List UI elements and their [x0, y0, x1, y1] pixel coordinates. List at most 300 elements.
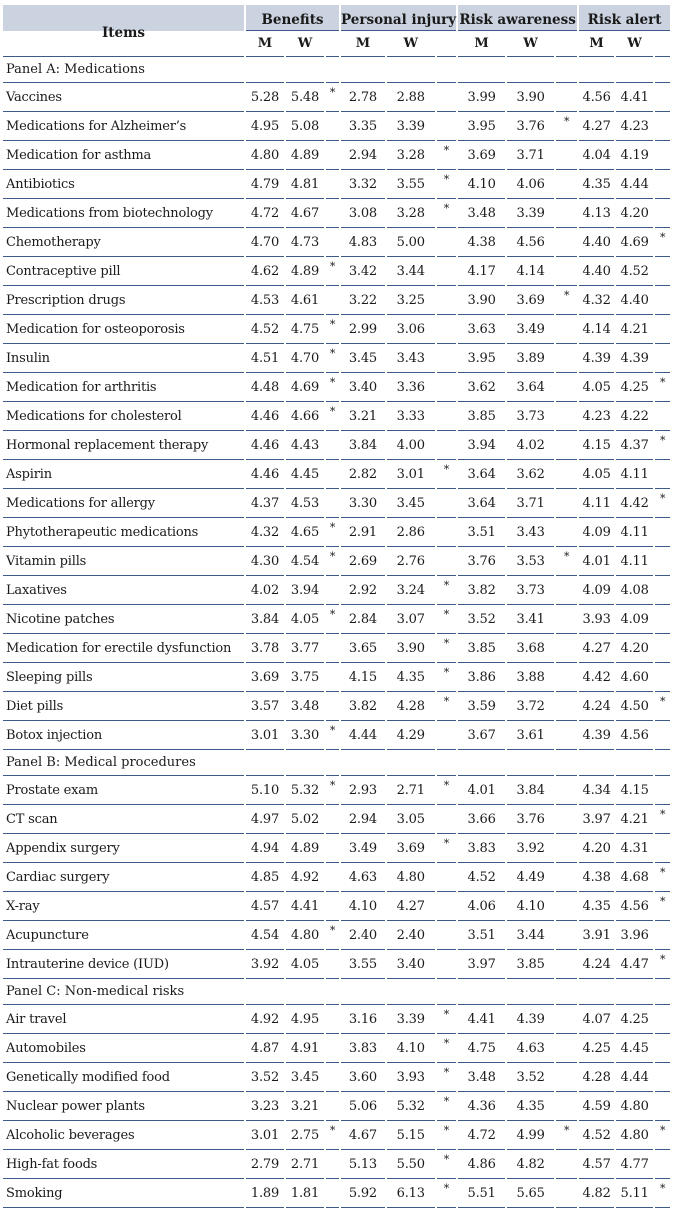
significance-marker [556, 141, 577, 170]
value-men: 3.48 [458, 1063, 505, 1092]
value-men: 4.75 [458, 1034, 505, 1063]
value-men: 2.91 [341, 518, 385, 547]
value-men: 4.09 [579, 518, 614, 547]
significance-marker [326, 863, 339, 892]
value-women: 4.40 [616, 286, 653, 315]
panel-spacer-cell [616, 979, 653, 1005]
value-men: 4.51 [246, 344, 284, 373]
significance-marker [437, 228, 456, 257]
significance-marker [326, 805, 339, 834]
value-women: 3.55 [387, 170, 435, 199]
value-women: 4.67 [286, 199, 324, 228]
significance-marker [655, 112, 670, 141]
significance-marker: * [437, 834, 456, 863]
value-men: 2.78 [341, 83, 385, 112]
significance-marker [655, 315, 670, 344]
panel-spacer-cell [286, 750, 324, 776]
value-men: 3.95 [458, 344, 505, 373]
value-women: 3.40 [387, 950, 435, 979]
panel-spacer-cell [387, 750, 435, 776]
value-women: 4.11 [616, 460, 653, 489]
significance-marker: * [437, 1121, 456, 1150]
value-women: 2.71 [286, 1150, 324, 1179]
significance-marker: * [437, 1005, 456, 1034]
value-women: 5.08 [286, 112, 324, 141]
value-men: 3.65 [341, 634, 385, 663]
value-women: 5.48 [286, 83, 324, 112]
value-men: 4.02 [246, 576, 284, 605]
value-men: 3.99 [458, 83, 505, 112]
value-women: 4.11 [616, 518, 653, 547]
significance-marker [655, 547, 670, 576]
value-women: 4.47 [616, 950, 653, 979]
significance-marker [556, 805, 577, 834]
value-women: 4.06 [507, 170, 554, 199]
significance-marker [437, 315, 456, 344]
panel-spacer-cell [458, 979, 505, 1005]
significance-marker [556, 863, 577, 892]
value-men: 4.36 [458, 1092, 505, 1121]
value-women: 4.99 [507, 1121, 554, 1150]
significance-marker [556, 344, 577, 373]
significance-marker: * [326, 373, 339, 402]
panel-spacer-cell [556, 979, 577, 1005]
significance-marker [655, 141, 670, 170]
significance-marker: * [326, 402, 339, 431]
value-women: 5.32 [387, 1092, 435, 1121]
panel-header-row [3, 979, 670, 1005]
value-women: 3.39 [387, 1005, 435, 1034]
item-label: Phytotherapeutic medications [3, 518, 244, 547]
value-women: 4.80 [616, 1121, 653, 1150]
value-men: 1.89 [246, 1179, 284, 1208]
value-men: 5.06 [341, 1092, 385, 1121]
significance-marker [437, 373, 456, 402]
significance-marker: * [326, 721, 339, 750]
value-women: 3.76 [507, 805, 554, 834]
value-women: 4.35 [387, 663, 435, 692]
value-men: 3.95 [458, 112, 505, 141]
panel-spacer-cell [326, 750, 339, 776]
value-men: 4.46 [246, 402, 284, 431]
value-men: 4.52 [579, 1121, 614, 1150]
item-label: Air travel [3, 1005, 244, 1034]
value-men: 3.62 [458, 373, 505, 402]
item-label: Laxatives [3, 576, 244, 605]
value-women: 5.65 [507, 1179, 554, 1208]
table-row [3, 489, 670, 518]
value-men: 4.05 [579, 373, 614, 402]
significance-marker [556, 257, 577, 286]
significance-marker: * [437, 663, 456, 692]
value-women: 3.90 [507, 83, 554, 112]
value-women: 4.89 [286, 834, 324, 863]
panel-spacer-cell [616, 750, 653, 776]
item-label: Medications for cholesterol [3, 402, 244, 431]
significance-marker [655, 518, 670, 547]
significance-marker [655, 721, 670, 750]
items-header [3, 5, 244, 41]
value-women: 3.92 [507, 834, 554, 863]
item-label: Medications from biotechnology [3, 199, 244, 228]
significance-marker [556, 170, 577, 199]
item-label: Aspirin [3, 460, 244, 489]
value-men: 3.63 [458, 315, 505, 344]
significance-marker [326, 228, 339, 257]
value-men: 3.22 [341, 286, 385, 315]
value-men: 3.21 [341, 402, 385, 431]
table-row [3, 228, 670, 257]
group-header-risk-alert: Risk alert [579, 5, 670, 31]
value-women: 3.61 [507, 721, 554, 750]
value-men: 4.38 [458, 228, 505, 257]
value-men: 4.46 [246, 431, 284, 460]
value-men: 4.05 [579, 460, 614, 489]
table-row [3, 834, 670, 863]
value-women: 4.11 [616, 547, 653, 576]
significance-marker [655, 83, 670, 112]
value-women: 3.41 [507, 605, 554, 634]
value-men: 2.92 [341, 576, 385, 605]
value-men: 4.57 [246, 892, 284, 921]
significance-marker: * [437, 1092, 456, 1121]
value-men: 3.01 [246, 1121, 284, 1150]
item-label: Diet pills [3, 692, 244, 721]
value-women: 4.52 [616, 257, 653, 286]
panel-spacer-cell [437, 750, 456, 776]
item-label: Medication for erectile dysfunction [3, 634, 244, 663]
value-women: 4.41 [286, 892, 324, 921]
significance-marker [437, 257, 456, 286]
value-women: 3.28 [387, 199, 435, 228]
panel-spacer-cell [579, 979, 614, 1005]
significance-marker [655, 634, 670, 663]
value-women: 4.80 [616, 1092, 653, 1121]
value-men: 3.57 [246, 692, 284, 721]
value-men: 4.95 [246, 112, 284, 141]
significance-marker [556, 776, 577, 805]
significance-marker [556, 431, 577, 460]
significance-marker [326, 1179, 339, 1208]
group-header-risk-awareness: Risk awareness [458, 5, 577, 31]
value-men: 4.15 [579, 431, 614, 460]
significance-marker: * [437, 1034, 456, 1063]
significance-marker [556, 1005, 577, 1034]
value-men: 4.09 [579, 576, 614, 605]
value-women: 3.73 [507, 402, 554, 431]
panel-spacer-cell [246, 57, 284, 83]
value-women: 3.45 [286, 1063, 324, 1092]
value-women: 3.05 [387, 805, 435, 834]
value-women: 1.81 [286, 1179, 324, 1208]
table-row [3, 315, 670, 344]
value-men: 3.93 [579, 605, 614, 634]
significance-marker [326, 1005, 339, 1034]
value-men: 4.54 [246, 921, 284, 950]
table-row [3, 286, 670, 315]
value-men: 3.01 [246, 721, 284, 750]
significance-marker: * [437, 605, 456, 634]
sub-header-m: M [246, 31, 284, 57]
value-men: 4.37 [246, 489, 284, 518]
value-men: 4.92 [246, 1005, 284, 1034]
significance-marker: * [655, 805, 670, 834]
value-men: 2.94 [341, 805, 385, 834]
value-men: 4.10 [458, 170, 505, 199]
significance-marker [437, 892, 456, 921]
table-row [3, 373, 670, 402]
significance-marker: * [437, 141, 456, 170]
value-men: 4.20 [579, 834, 614, 863]
table-row [3, 663, 670, 692]
value-men: 3.82 [458, 576, 505, 605]
significance-marker [326, 576, 339, 605]
panel-spacer-cell [341, 57, 385, 83]
significance-marker [655, 1034, 670, 1063]
value-women: 4.27 [387, 892, 435, 921]
item-label: Smoking [3, 1179, 244, 1208]
value-men: 3.85 [458, 402, 505, 431]
item-label: Nuclear power plants [3, 1092, 244, 1121]
sub-header-w: W [507, 31, 554, 57]
value-women: 3.24 [387, 576, 435, 605]
value-men: 3.66 [458, 805, 505, 834]
significance-marker [437, 431, 456, 460]
value-men: 3.83 [341, 1034, 385, 1063]
panel-spacer-cell [246, 750, 284, 776]
significance-marker [556, 663, 577, 692]
value-women: 4.44 [616, 1063, 653, 1092]
value-men: 3.92 [246, 950, 284, 979]
value-men: 2.40 [341, 921, 385, 950]
significance-marker [556, 921, 577, 950]
value-women: 3.33 [387, 402, 435, 431]
significance-marker [326, 112, 339, 141]
item-label: Intrauterine device (IUD) [3, 950, 244, 979]
value-women: 4.68 [616, 863, 653, 892]
significance-marker: * [655, 1179, 670, 1208]
value-men: 3.76 [458, 547, 505, 576]
value-women: 4.54 [286, 547, 324, 576]
significance-marker [556, 315, 577, 344]
value-women: 4.21 [616, 315, 653, 344]
significance-marker: * [437, 634, 456, 663]
value-men: 4.97 [246, 805, 284, 834]
value-women: 4.65 [286, 518, 324, 547]
significance-marker [655, 1063, 670, 1092]
table-row [3, 1179, 670, 1208]
value-men: 4.70 [246, 228, 284, 257]
value-women: 4.44 [616, 170, 653, 199]
significance-marker [556, 228, 577, 257]
value-men: 3.48 [458, 199, 505, 228]
value-men: 4.06 [458, 892, 505, 921]
value-women: 3.94 [286, 576, 324, 605]
value-women: 2.88 [387, 83, 435, 112]
significance-marker [556, 692, 577, 721]
value-women: 4.00 [387, 431, 435, 460]
value-men: 4.23 [579, 402, 614, 431]
significance-marker [655, 344, 670, 373]
significance-marker [556, 83, 577, 112]
value-women: 3.72 [507, 692, 554, 721]
value-women: 4.56 [616, 721, 653, 750]
value-men: 3.84 [246, 605, 284, 634]
value-women: 4.70 [286, 344, 324, 373]
significance-marker [326, 834, 339, 863]
panel-title: Panel B: Medical procedures [3, 750, 244, 776]
table-row [3, 721, 670, 750]
value-men: 4.41 [458, 1005, 505, 1034]
table-row [3, 402, 670, 431]
table-row [3, 692, 670, 721]
item-label: Botox injection [3, 721, 244, 750]
item-label: Insulin [3, 344, 244, 373]
value-men: 2.84 [341, 605, 385, 634]
panel-spacer-cell [458, 750, 505, 776]
value-men: 2.94 [341, 141, 385, 170]
significance-marker [437, 921, 456, 950]
value-women: 3.43 [387, 344, 435, 373]
value-women: 3.69 [507, 286, 554, 315]
value-women: 4.05 [286, 605, 324, 634]
panel-spacer-cell [556, 750, 577, 776]
panel-title: Panel A: Medications [3, 57, 244, 83]
significance-marker [326, 634, 339, 663]
value-women: 3.71 [507, 141, 554, 170]
value-women: 5.02 [286, 805, 324, 834]
sub-header-w: W [387, 31, 435, 57]
value-women: 3.73 [507, 576, 554, 605]
table-row [3, 863, 670, 892]
significance-marker: * [556, 286, 577, 315]
value-women: 4.43 [286, 431, 324, 460]
significance-marker [556, 576, 577, 605]
significance-marker [326, 950, 339, 979]
significance-marker: * [556, 547, 577, 576]
significance-marker [326, 141, 339, 170]
significance-marker [655, 663, 670, 692]
value-men: 4.28 [579, 1063, 614, 1092]
value-men: 3.51 [458, 518, 505, 547]
value-women: 4.50 [616, 692, 653, 721]
value-women: 4.81 [286, 170, 324, 199]
value-men: 4.48 [246, 373, 284, 402]
value-men: 3.30 [341, 489, 385, 518]
value-women: 3.75 [286, 663, 324, 692]
value-women: 4.02 [507, 431, 554, 460]
value-women: 3.39 [387, 112, 435, 141]
value-men: 4.17 [458, 257, 505, 286]
significance-marker: * [556, 112, 577, 141]
value-women: 2.40 [387, 921, 435, 950]
significance-marker [437, 547, 456, 576]
panel-spacer-cell [341, 750, 385, 776]
significance-marker [556, 373, 577, 402]
value-men: 3.64 [458, 489, 505, 518]
value-men: 3.16 [341, 1005, 385, 1034]
value-men: 4.44 [341, 721, 385, 750]
value-women: 4.61 [286, 286, 324, 315]
value-men: 3.45 [341, 344, 385, 373]
significance-marker: * [655, 950, 670, 979]
panel-spacer-cell [655, 750, 670, 776]
significance-marker [556, 892, 577, 921]
significance-marker: * [326, 776, 339, 805]
significance-marker [437, 83, 456, 112]
value-women: 3.85 [507, 950, 554, 979]
value-women: 3.36 [387, 373, 435, 402]
value-women: 4.69 [616, 228, 653, 257]
item-label: Sleeping pills [3, 663, 244, 692]
item-label: Cardiac surgery [3, 863, 244, 892]
panel-spacer-cell [616, 57, 653, 83]
significance-marker: * [437, 1179, 456, 1208]
significance-marker [556, 1034, 577, 1063]
value-women: 4.22 [616, 402, 653, 431]
panel-title: Panel C: Non-medical risks [3, 979, 244, 1005]
item-label: Antibiotics [3, 170, 244, 199]
value-women: 4.31 [616, 834, 653, 863]
value-women: 3.96 [616, 921, 653, 950]
value-women: 4.37 [616, 431, 653, 460]
table-row [3, 892, 670, 921]
table-row [3, 921, 670, 950]
table-row [3, 605, 670, 634]
value-men: 3.49 [341, 834, 385, 863]
value-men: 3.64 [458, 460, 505, 489]
value-women: 4.95 [286, 1005, 324, 1034]
significance-marker [556, 489, 577, 518]
value-men: 5.28 [246, 83, 284, 112]
value-men: 2.93 [341, 776, 385, 805]
table-row [3, 460, 670, 489]
significance-marker [655, 257, 670, 286]
value-women: 3.28 [387, 141, 435, 170]
item-label: Chemotherapy [3, 228, 244, 257]
significance-marker [556, 1063, 577, 1092]
significance-marker: * [437, 199, 456, 228]
significance-marker [655, 1005, 670, 1034]
value-women: 4.45 [286, 460, 324, 489]
value-men: 3.78 [246, 634, 284, 663]
table-row [3, 112, 670, 141]
value-women: 4.20 [616, 199, 653, 228]
value-men: 2.99 [341, 315, 385, 344]
significance-marker [437, 950, 456, 979]
item-label: Automobiles [3, 1034, 244, 1063]
value-men: 4.56 [579, 83, 614, 112]
value-men: 4.79 [246, 170, 284, 199]
value-men: 3.32 [341, 170, 385, 199]
value-men: 4.13 [579, 199, 614, 228]
group-header-personal-injury: Personal injury [341, 5, 456, 31]
value-men: 5.10 [246, 776, 284, 805]
value-men: 4.52 [246, 315, 284, 344]
value-men: 4.27 [579, 634, 614, 663]
value-men: 4.15 [341, 663, 385, 692]
table-row [3, 199, 670, 228]
value-women: 4.10 [387, 1034, 435, 1063]
table-row [3, 1034, 670, 1063]
value-men: 4.24 [579, 950, 614, 979]
significance-marker [437, 721, 456, 750]
value-men: 2.79 [246, 1150, 284, 1179]
significance-marker [437, 286, 456, 315]
value-men: 4.04 [579, 141, 614, 170]
value-men: 4.46 [246, 460, 284, 489]
value-men: 3.97 [458, 950, 505, 979]
